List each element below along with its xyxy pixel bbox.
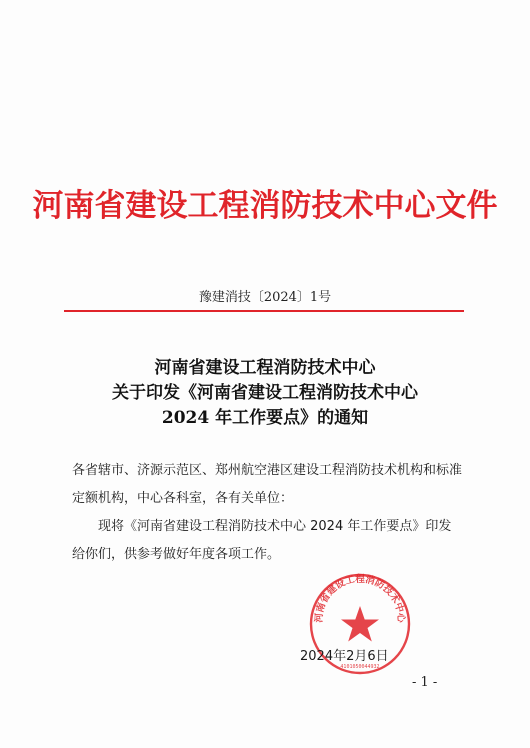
page-number: - 1 - — [412, 675, 438, 690]
red-divider-line — [64, 310, 464, 312]
recipients-text: 各省辖市、济源示范区、郑州航空港区建设工程消防技术机构和标准定额机构，中心各科室，各有关单位： — [72, 463, 463, 506]
document-header-title: 河南省建设工程消防技术中心文件 — [32, 188, 498, 224]
notice-title-line-2: 关于印发《河南省建设工程消防技术中心 — [112, 383, 418, 403]
body-paragraph: 现将《河南省建设工程消防技术中心 2024 年工作要点》印发给你们，供参考做好年度各项工作。 — [72, 519, 452, 562]
notice-title — [0, 356, 530, 431]
seal-text: 河南省建设工程消防技术中心 — [313, 573, 407, 623]
issue-date: 2024年2月6日 — [300, 649, 389, 664]
document-number: 豫建消技〔2024〕1号 — [198, 290, 332, 305]
seal-code: 4101050044932 — [340, 664, 380, 670]
notice-title-line-1: 河南省建设工程消防技术中心 — [154, 358, 376, 378]
notice-title-line-3: 2024 年工作要点》的通知 — [161, 408, 369, 428]
